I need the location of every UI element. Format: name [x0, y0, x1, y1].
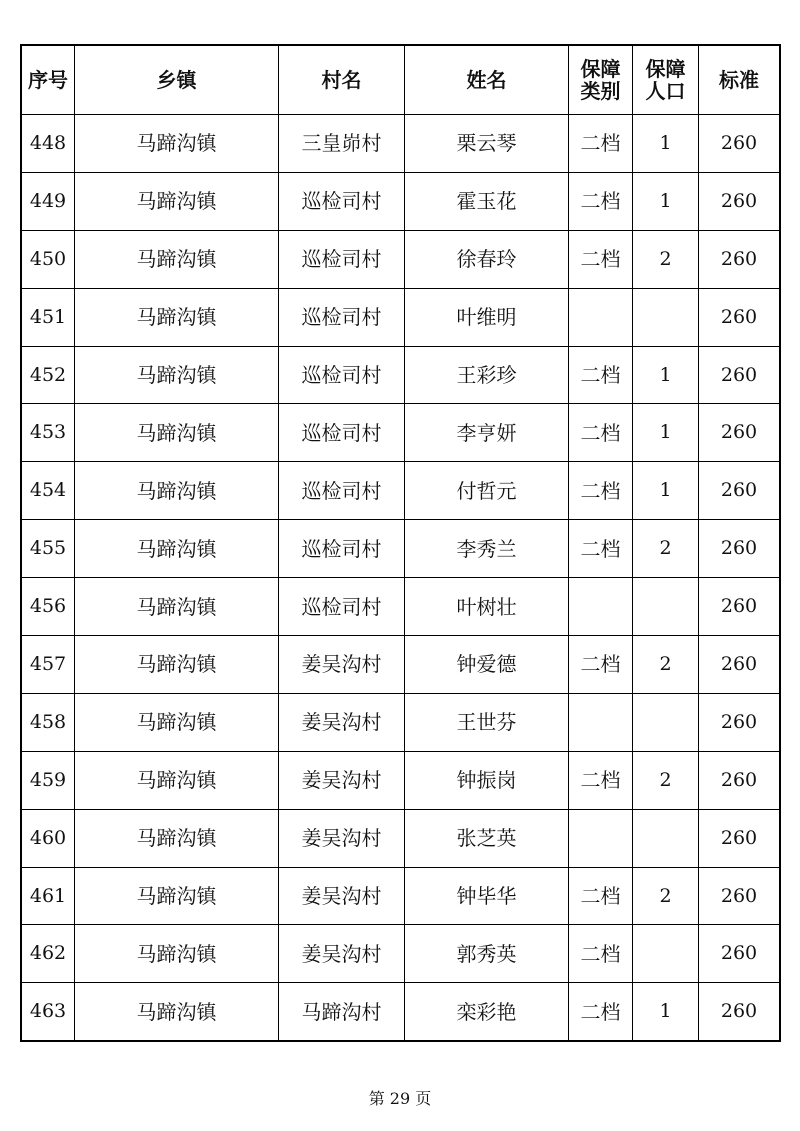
cell-name: 张芝英	[404, 810, 568, 867]
cell-town: 马蹄沟镇	[74, 404, 278, 461]
cell-no: 453	[29, 421, 67, 444]
header-no: 序号	[28, 68, 68, 92]
cell-population	[632, 925, 698, 982]
cell-population	[632, 810, 698, 867]
cell-town: 马蹄沟镇	[74, 578, 278, 635]
cell-village: 姜吴沟村	[278, 694, 404, 751]
cell-town: 马蹄沟镇	[74, 173, 278, 230]
cell-name: 叶维明	[404, 289, 568, 346]
cell-name: 钟振岗	[404, 752, 568, 809]
cell-category: 二档	[568, 231, 632, 288]
cell-no: 457	[29, 653, 67, 676]
cell-standard: 260	[698, 694, 779, 751]
cell-standard: 260	[698, 810, 779, 867]
cell-no: 454	[29, 479, 67, 502]
cell-village: 姜吴沟村	[278, 636, 404, 693]
cell-category: 二档	[568, 520, 632, 577]
cell-town: 马蹄沟镇	[74, 231, 278, 288]
cell-standard: 260	[698, 752, 779, 809]
cell-category: 二档	[568, 925, 632, 982]
table-row	[22, 346, 779, 404]
cell-no: 456	[29, 595, 67, 618]
cell-name: 李秀兰	[404, 520, 568, 577]
cell-population: 1	[632, 115, 698, 172]
table-row	[22, 751, 779, 809]
cell-village: 巡检司村	[278, 347, 404, 404]
cell-no: 448	[29, 132, 67, 154]
cell-village: 巡检司村	[278, 462, 404, 519]
cell-town: 马蹄沟镇	[74, 636, 278, 693]
cell-name: 钟爱德	[404, 636, 568, 693]
cell-town: 马蹄沟镇	[74, 115, 278, 172]
cell-town: 马蹄沟镇	[74, 520, 278, 577]
cell-standard: 260	[698, 115, 779, 172]
cell-town: 马蹄沟镇	[74, 925, 278, 982]
cell-town: 马蹄沟镇	[74, 983, 278, 1040]
cell-no: 459	[29, 768, 67, 791]
cell-standard: 260	[698, 231, 779, 288]
cell-town: 马蹄沟镇	[74, 868, 278, 925]
table-row	[22, 924, 779, 982]
cell-name: 栾彩艳	[404, 983, 568, 1040]
table-row	[22, 693, 779, 751]
cell-name: 付哲元	[404, 462, 568, 519]
cell-name: 李亨妍	[404, 404, 568, 461]
cell-village: 姜吴沟村	[278, 810, 404, 867]
cell-standard: 260	[698, 347, 779, 404]
cell-town: 马蹄沟镇	[74, 810, 278, 867]
cell-population: 1	[632, 173, 698, 230]
cell-standard: 260	[698, 404, 779, 461]
cell-village: 姜吴沟村	[278, 925, 404, 982]
cell-no: 462	[29, 942, 67, 965]
cell-no: 463	[29, 1000, 67, 1023]
cell-name: 王彩珍	[404, 347, 568, 404]
cell-standard: 260	[698, 983, 779, 1040]
cell-standard: 260	[698, 868, 779, 925]
cell-village: 巡检司村	[278, 578, 404, 635]
cell-category: 二档	[568, 636, 632, 693]
header-name: 姓名	[404, 46, 568, 114]
cell-village: 马蹄沟村	[278, 983, 404, 1040]
header-category-line1: 保障	[580, 57, 621, 81]
cell-category	[568, 810, 632, 867]
cell-name: 叶树壮	[404, 578, 568, 635]
cell-category: 二档	[568, 347, 632, 404]
cell-no: 460	[29, 826, 67, 849]
cell-category	[568, 289, 632, 346]
cell-population: 1	[632, 462, 698, 519]
cell-village: 姜吴沟村	[278, 752, 404, 809]
page-number: 第 29 页	[368, 1089, 432, 1108]
cell-standard: 260	[698, 173, 779, 230]
cell-no: 455	[29, 537, 67, 560]
cell-standard: 260	[698, 462, 779, 519]
cell-town: 马蹄沟镇	[74, 752, 278, 809]
cell-category	[568, 694, 632, 751]
cell-population	[632, 289, 698, 346]
cell-population: 1	[632, 347, 698, 404]
table-row	[22, 867, 779, 925]
cell-population: 1	[632, 404, 698, 461]
table-row	[22, 577, 779, 635]
header-town: 乡镇	[74, 46, 278, 114]
header-population	[632, 46, 698, 114]
cell-standard: 260	[698, 520, 779, 577]
cell-village: 巡检司村	[278, 231, 404, 288]
table-header-row	[22, 46, 779, 114]
cell-name: 王世芬	[404, 694, 568, 751]
cell-name: 钟毕华	[404, 868, 568, 925]
cell-village: 巡检司村	[278, 520, 404, 577]
cell-population: 2	[632, 868, 698, 925]
cell-standard: 260	[698, 578, 779, 635]
table-row	[22, 635, 779, 693]
header-standard: 标准	[698, 46, 779, 114]
cell-town: 马蹄沟镇	[74, 462, 278, 519]
cell-category: 二档	[568, 173, 632, 230]
cell-category: 二档	[568, 462, 632, 519]
table-row	[22, 288, 779, 346]
cell-no: 450	[29, 247, 67, 270]
cell-village: 巡检司村	[278, 289, 404, 346]
header-category	[568, 46, 632, 114]
cell-no: 449	[29, 189, 67, 212]
cell-name: 徐春玲	[404, 231, 568, 288]
cell-no: 451	[29, 305, 67, 328]
table-body	[22, 114, 779, 1040]
cell-standard: 260	[698, 636, 779, 693]
table-row	[22, 172, 779, 230]
cell-category: 二档	[568, 115, 632, 172]
cell-town: 马蹄沟镇	[74, 289, 278, 346]
table-row	[22, 809, 779, 867]
header-category-line2: 类别	[580, 79, 621, 103]
cell-category: 二档	[568, 752, 632, 809]
cell-population	[632, 694, 698, 751]
header-population-line2: 人口	[645, 79, 686, 103]
cell-population: 2	[632, 231, 698, 288]
cell-village: 巡检司村	[278, 404, 404, 461]
table-row	[22, 461, 779, 519]
cell-population: 2	[632, 752, 698, 809]
cell-no: 458	[29, 710, 67, 733]
data-table	[20, 44, 781, 1042]
cell-population	[632, 578, 698, 635]
table-row	[22, 519, 779, 577]
cell-standard: 260	[698, 925, 779, 982]
header-population-line1: 保障	[645, 57, 686, 81]
cell-name: 郭秀英	[404, 925, 568, 982]
cell-village: 巡检司村	[278, 173, 404, 230]
cell-category: 二档	[568, 868, 632, 925]
header-village: 村名	[278, 46, 404, 114]
cell-no: 452	[29, 363, 67, 386]
table-row	[22, 982, 779, 1040]
cell-name: 栗云琴	[404, 115, 568, 172]
table-row	[22, 403, 779, 461]
cell-village: 三皇峁村	[278, 115, 404, 172]
cell-category: 二档	[568, 404, 632, 461]
cell-population: 2	[632, 520, 698, 577]
cell-town: 马蹄沟镇	[74, 694, 278, 751]
cell-name: 霍玉花	[404, 173, 568, 230]
cell-population: 2	[632, 636, 698, 693]
cell-standard: 260	[698, 289, 779, 346]
cell-village: 姜吴沟村	[278, 868, 404, 925]
cell-population: 1	[632, 983, 698, 1040]
cell-category	[568, 578, 632, 635]
table-row	[22, 114, 779, 172]
table-row	[22, 230, 779, 288]
cell-no: 461	[29, 884, 67, 907]
cell-category: 二档	[568, 983, 632, 1040]
cell-town: 马蹄沟镇	[74, 347, 278, 404]
